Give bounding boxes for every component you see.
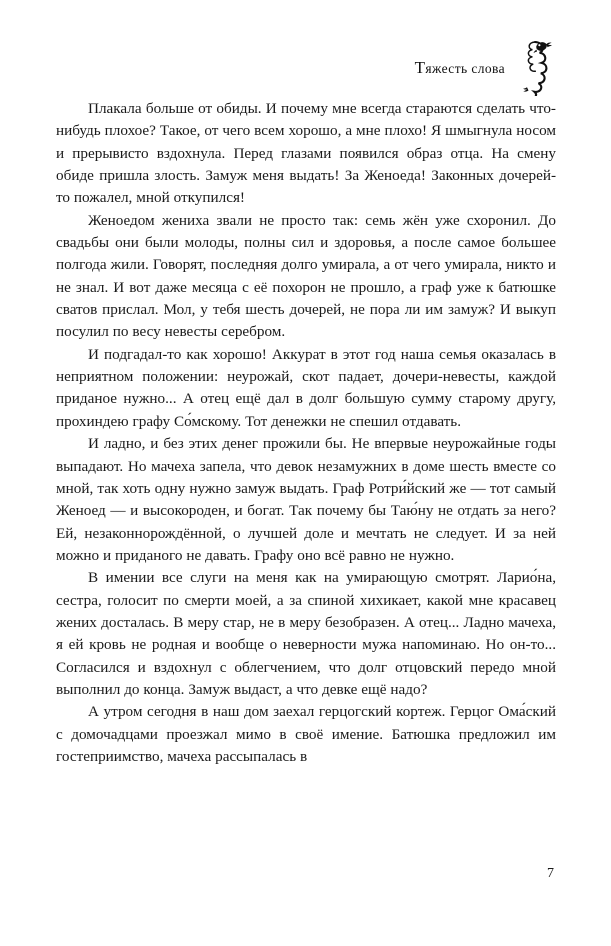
page-number: 7	[547, 866, 554, 881]
paragraph: И подгадал-то как хорошо! Аккурат в этот год наша семья оказалась в неприятном положении: неурожай, скот падает, дочери-невесты, каждой приданое нужно... А отец ещё дал в долг большую сумму старому другу, прохиндею графу Со́мскому. Тот денежки не спешил отдавать.	[56, 345, 556, 430]
paragraph: В имении все слуги на меня как на умирающую смотрят. Ларио́на, сестра, голосит по смерти моей, а за спиной хихикает, какой мне красавец жених досталась. В меру стар, не в меру безобразен. А отец... Ладно мачеха, я ей кровь не родная и вообще о неверности мужа напоминаю. Но он-то... Согласился и вздохнул с облегчением, что долг отцовский передо мной выполнил до конца. Замуж выдаст, а что девке ещё надо?	[56, 569, 556, 698]
running-title-text: яжесть слова	[425, 61, 505, 76]
dragon-ornament-icon	[515, 40, 553, 96]
page-body	[56, 98, 556, 768]
paragraph: Плакала больше от обиды. И почему мне всегда стараются сделать что-нибудь плохое? Такое, от чего всем хорошо, а мне плохо! Я шмыгнула носом и прерывисто вздохнула. Перед глазами появился образ отца. На смену обиде пришла злость. Замуж меня выдать! За Женоеда! Законных дочерей-то пожалел, мной откупился!	[56, 100, 556, 207]
running-title	[415, 58, 505, 78]
paragraph: А утром сегодня в наш дом заехал герцогский кортеж. Герцог Ома́ский с домочадцами проезжал мимо в своё имение. Батюшка предложил им гостеприимство, мачеха рассыпалась в	[56, 703, 556, 765]
running-title-initial: Т	[414, 58, 426, 77]
paragraph: И ладно, и без этих денег прожили бы. Не впервые неурожайные годы выпадают. Но мачеха запела, что девок незамужних в доме шесть вместе со мной, так хоть одну нужно замуж выдать. Граф Ротри́йский же — тот самый Женоед — и высокороден, и богат. Так почему бы Таю́ну не отдать за него? Ей, незаконнорождённой, о лучшей доле и мечтать не следует. И за ней можно и приданого не давать. Графу оно всё равно не нужно.	[56, 435, 556, 564]
paragraph: Женоедом жениха звали не просто так: семь жён уже схоронил. До свадьбы они были молоды, полны сил и здоровья, а после самое большее полгода жили. Говорят, последняя долго умирала, а от чего умирала, никто и не знал. И вот даже месяца с её похорон не прошло, а граф уже к батюшке сватов прислал. Мол, у тебя шесть дочерей, не пора ли им замуж? И выкуп посулил по весу невесты серебром.	[56, 211, 556, 341]
page-header	[415, 40, 553, 96]
